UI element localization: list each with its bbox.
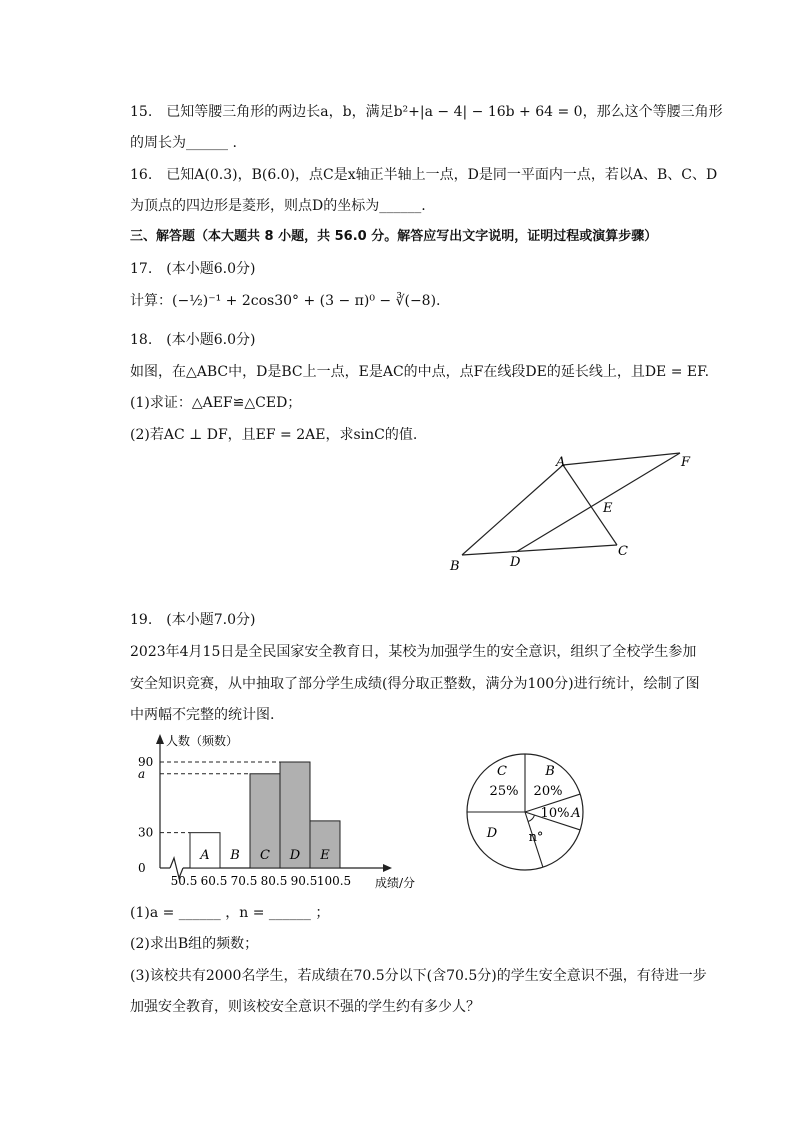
histogram-bar-label-C: C: [260, 848, 270, 863]
histogram-bar-label-D: D: [289, 848, 301, 863]
histogram-bar-label-E: E: [320, 848, 330, 863]
histogram-x-tick: 100.5: [316, 874, 352, 888]
pie-slice-label-A: A: [571, 806, 581, 821]
pie-slice-value-C: 25%: [489, 784, 519, 799]
q15-line2: 的周长为______ .: [130, 135, 237, 151]
pie-slice-value-E: n°: [528, 830, 544, 845]
q17-expression: 计算：(−½)⁻¹ + 2cos30° + (3 − π)⁰ − ∛(−8).: [130, 293, 441, 309]
histogram-x-tick: 60.5: [200, 874, 228, 888]
q19-part3-line2: 加强安全教育，则该校安全意识不强的学生约有多少人？: [130, 999, 480, 1015]
histogram-y-tick: a: [138, 766, 146, 781]
q19-part1: (1)a = ______ ，n = ______ ；: [130, 905, 330, 921]
label-A: A: [556, 455, 566, 470]
pie-chart: [458, 745, 598, 880]
pie-slice-label-C: C: [497, 764, 507, 779]
histogram-x-tick: 80.5: [260, 874, 288, 888]
pie-slice-label-B: B: [545, 764, 555, 779]
q18-part1: (1)求证：△AEF≌△CED；: [130, 395, 302, 411]
q18-header: 18. (本小题6.0分): [130, 332, 256, 348]
histogram-chart: [130, 730, 440, 895]
q15-line1: 15. 已知等腰三角形的两边长a，b，满足b²+|a − 4| − 16b + 64 = 0，那么这个等腰三角形: [130, 104, 723, 120]
q19-part2: (2)求出B组的频数；: [130, 936, 259, 952]
histogram-y-label: 人数（频数）: [166, 734, 239, 748]
section3-title: 三、解答题（本大题共 8 小题，共 56.0 分。解答应写出文字说明，证明过程或演算步骤）: [130, 229, 658, 244]
pie-slice-value-B: 20%: [533, 784, 563, 799]
label-C: C: [618, 544, 628, 559]
histogram-bar-label-A: A: [200, 848, 210, 863]
q18-part2: (2)若AC ⊥ DF，且EF = 2AE，求sinC的值.: [130, 427, 418, 443]
q19-stem-1: 2023年4月15日是全民国家安全教育日，某校为加强学生的安全意识，组织了全校学生参加: [130, 644, 697, 660]
histogram-y-tick: 30: [138, 825, 154, 840]
pie-slice-label-D: D: [486, 826, 498, 841]
q19-stem-2: 安全知识竞赛，从中抽取了部分学生成绩(得分取正整数，满分为100分)进行统计，绘制了图: [130, 676, 700, 692]
q19-part3-line1: (3)该校共有2000名学生，若成绩在70.5分以下(含70.5分)的学生安全意识不强，有待进一步: [130, 968, 707, 984]
label-D: D: [510, 555, 521, 570]
histogram-bar-label-B: B: [230, 848, 240, 863]
q18-stem: 如图，在△ABC中，D是BC上一点，E是AC的中点，点F在线段DE的延长线上，且DE = EF.: [130, 364, 710, 380]
histogram-y-tick: 90: [138, 755, 154, 769]
q19-header: 19. (本小题7.0分): [130, 612, 256, 628]
label-E: E: [603, 501, 613, 516]
histogram-x-tick: 90.5: [290, 874, 318, 888]
label-F: F: [681, 455, 691, 470]
histogram-x-label: 成绩/分: [375, 876, 416, 890]
label-B: B: [450, 559, 460, 574]
q17-header: 17. (本小题6.0分): [130, 261, 256, 277]
histogram-x-tick: 50.5: [170, 874, 198, 888]
q16-line1: 16. 已知A(0.3)，B(6.0)，点C是x轴正半轴上一点，D是同一平面内一点，若以A、B、C、D: [130, 167, 718, 183]
triangle-figure: [440, 445, 710, 580]
pie-slice-value-A: 10%: [540, 806, 570, 821]
histogram-y-tick: 0: [138, 861, 146, 875]
histogram-x-tick: 70.5: [230, 874, 258, 888]
q16-line2: 为顶点的四边形是菱形，则点D的坐标为______.: [130, 198, 426, 214]
q19-stem-3: 中两幅不完整的统计图.: [130, 707, 275, 723]
